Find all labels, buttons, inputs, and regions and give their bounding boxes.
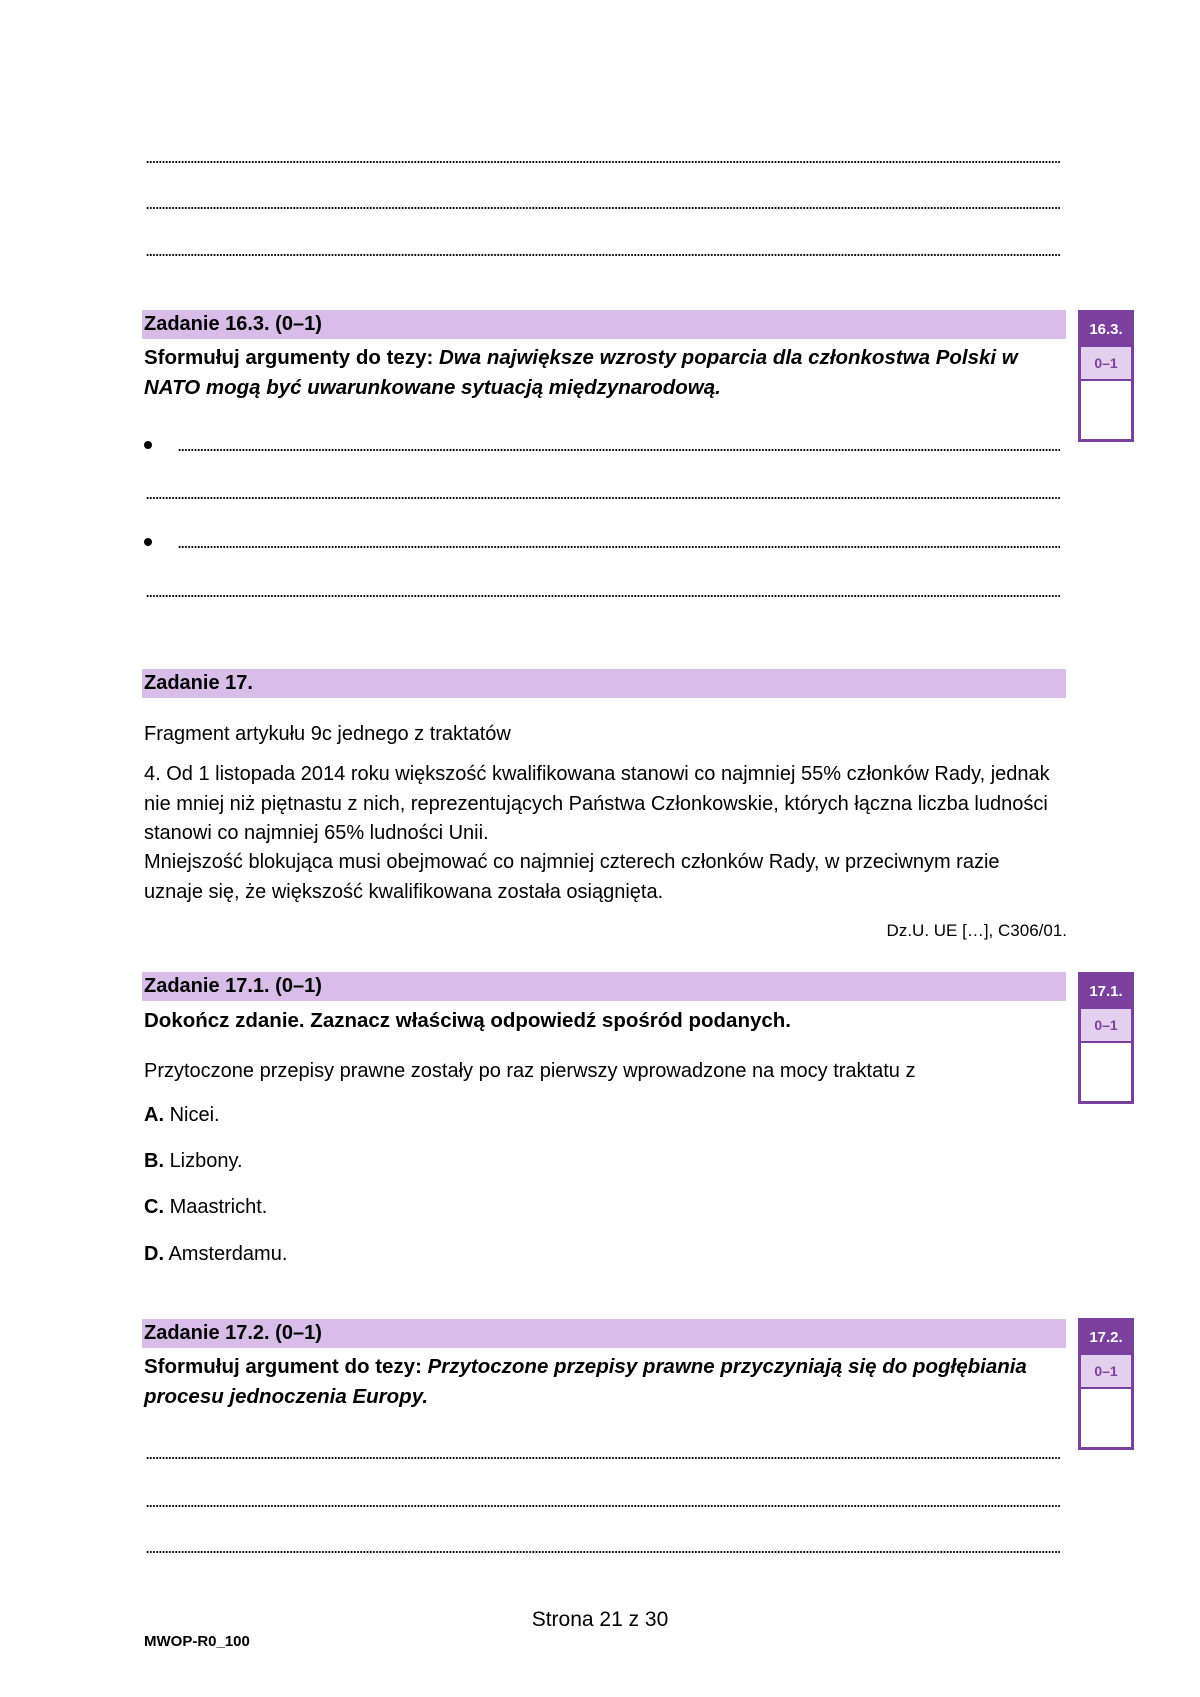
task-16-3-header: Zadanie 16.3. (0–1) [142,310,1066,339]
answer-line[interactable] [146,161,1060,163]
score-box-label: 17.2. [1081,1321,1131,1355]
answer-option-a[interactable] [144,1104,220,1127]
answer-line[interactable] [178,449,1060,451]
answer-option-c[interactable] [144,1196,267,1219]
answer-line[interactable] [146,497,1060,499]
answer-line[interactable] [146,1551,1060,1553]
answer-option-b[interactable] [144,1150,243,1173]
answer-line[interactable] [146,1457,1060,1459]
task-17-2-instruction [144,1352,1044,1412]
page-number: Strona 21 z 30 [531,1608,669,1631]
score-box-range: 0–1 [1081,1355,1131,1389]
instruction-lead: Sformułuj argumenty do tezy: [144,346,439,369]
task-17-2-header: Zadanie 17.2. (0–1) [142,1319,1066,1348]
task-17-1-header: Zadanie 17.1. (0–1) [142,972,1066,1001]
option-text: Lizbony. [169,1150,243,1172]
answer-line[interactable] [146,254,1060,256]
answer-line[interactable] [146,207,1060,209]
score-box-label: 16.3. [1081,313,1131,347]
answer-line[interactable] [178,546,1060,548]
score-box-range: 0–1 [1081,1009,1131,1043]
document-code: MWOP-R0_100 [144,1633,250,1650]
source-title: Fragment artykułu 9c jednego z traktatów [144,723,511,745]
source-paragraph-1: 4. Od 1 listopada 2014 roku większość kwalifikowana stanowi co najmniej 55% członków Rady, jednak nie mniej niż piętnastu z nich, reprezentujących Państwa Członkowskie, których łączna liczba ludności stanowi co najmniej 65% ludności Unii. [144,763,1050,844]
answer-line[interactable] [146,1505,1060,1507]
option-text: Amsterdamu. [168,1243,288,1265]
task-17-1-question: Przytoczone przepisy prawne zostały po raz pierwszy wprowadzone na mocy traktatu z [144,1060,916,1082]
score-box-label: 17.1. [1081,975,1131,1009]
answer-option-d[interactable] [144,1243,287,1266]
instruction-thesis: Dwa największe wzrosty poparcia dla członkostwa Polski w NATO mogą być uwarunkowane sytuacją międzynarodową. [144,346,1018,399]
task-16-3-instruction [144,343,1044,403]
option-text: Maastricht. [169,1196,268,1218]
score-box-field[interactable] [1081,1043,1131,1101]
source-citation: Dz.U. UE […], C306/01. [886,921,1067,940]
score-box-field[interactable] [1081,1389,1131,1447]
score-box-range: 0–1 [1081,347,1131,381]
task-17-1-instruction: Dokończ zdanie. Zaznacz właściwą odpowiedź spośród podanych. [144,1009,792,1032]
score-box-16-3[interactable] [1078,310,1134,442]
score-box-17-1[interactable] [1078,972,1134,1104]
option-text: Nicei. [169,1104,220,1126]
instruction-lead: Sformułuj argument do tezy: [144,1355,428,1378]
bullet-icon [144,441,152,449]
instruction-thesis: Przytoczone przepisy prawne przyczyniają się do pogłębiania procesu jednoczenia Europy. [144,1355,1027,1408]
score-box-field[interactable] [1081,381,1131,439]
source-paragraph-2: Mniejszość blokująca musi obejmować co najmniej czterech członków Rady, w przeciwnym razie uznaje się, że większość kwalifikowana została osiągnięta. [144,851,1000,903]
task-17-header: Zadanie 17. [142,669,1066,698]
option-letter: C. [144,1196,164,1218]
bullet-icon [144,538,152,546]
option-letter: B. [144,1150,164,1172]
answer-line[interactable] [146,595,1060,597]
option-letter: A. [144,1104,164,1126]
score-box-17-2[interactable] [1078,1318,1134,1450]
option-letter: D. [144,1243,164,1265]
